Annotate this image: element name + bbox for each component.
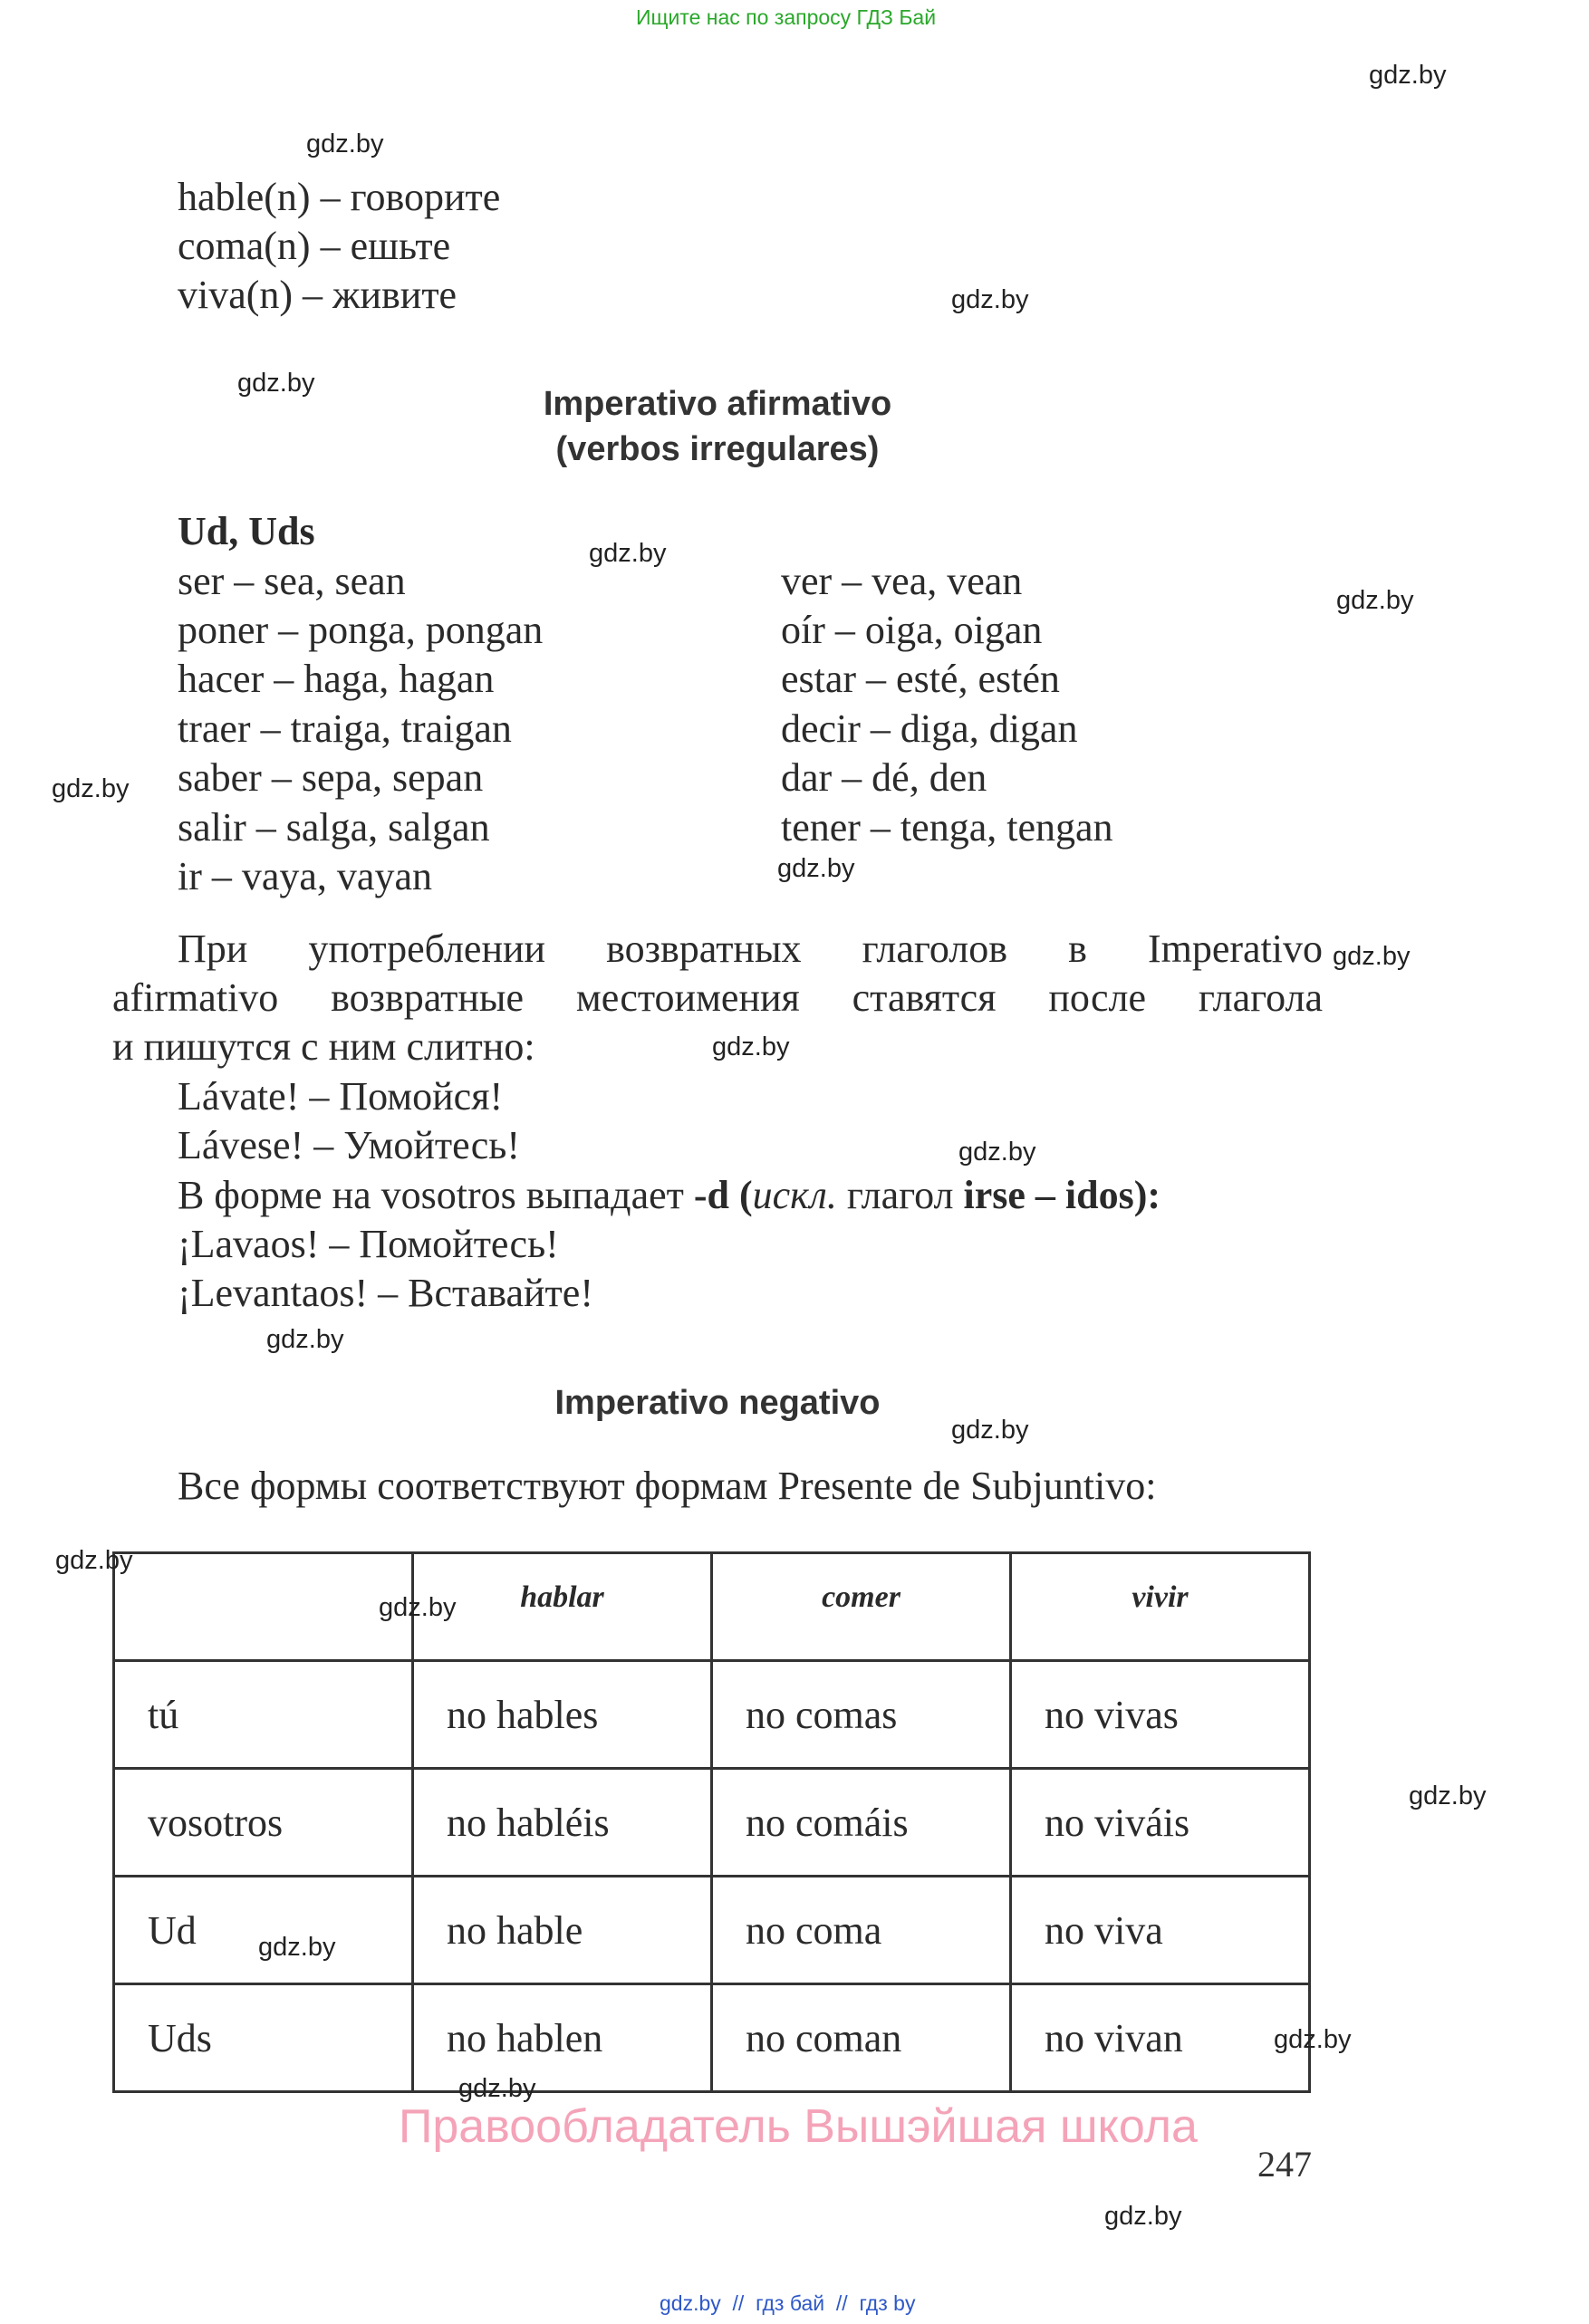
- page-number: 247: [1257, 2144, 1312, 2185]
- vosotros-rule-text: глагол: [836, 1173, 964, 1217]
- watermark: gdz.by: [379, 1593, 457, 1622]
- example-line: Lávate! – Помойся!: [178, 1074, 504, 1119]
- watermark: gdz.by: [958, 1138, 1036, 1167]
- table-cell: no coma: [712, 1877, 1011, 1984]
- vosotros-rule-paren: (: [728, 1173, 753, 1217]
- watermark: gdz.by: [237, 369, 315, 398]
- section-title-affirmative: Imperativo afirmativo: [543, 385, 892, 423]
- table-header-cell: hablar: [413, 1553, 712, 1661]
- rule-paragraph-line: afirmativo возвратные местоимения ставятся после глагола: [112, 975, 1323, 1020]
- verb-form: salir – salga, salgan: [178, 805, 490, 850]
- verb-form: ver – vea, vean: [781, 559, 1023, 603]
- verb-form: saber – sepa, sepan: [178, 755, 484, 800]
- vosotros-rule: [178, 1171, 1160, 1220]
- watermark: gdz.by: [1104, 2202, 1182, 2231]
- table-cell: tú: [114, 1661, 413, 1769]
- footer-links[interactable]: gdz.by // гдз бай // гдз by: [660, 2291, 916, 2315]
- verb-form: traer – traiga, traigan: [178, 706, 512, 751]
- watermark: gdz.by: [52, 774, 130, 803]
- table-cell: no viváis: [1011, 1769, 1310, 1877]
- table-cell: no hable: [413, 1877, 712, 1984]
- table-header-cell: [114, 1553, 413, 1661]
- watermark: gdz.by: [1274, 2025, 1352, 2054]
- verb-form: hacer – haga, hagan: [178, 657, 495, 701]
- translation-line: hable(n) – говорите: [178, 175, 501, 219]
- watermark: gdz.by: [1409, 1781, 1487, 1810]
- negative-intro: Все формы соответствуют формам Presente de Subjuntivo:: [178, 1464, 1157, 1508]
- copyright-notice: Правообладатель Вышэйшая школа: [399, 2100, 1198, 2153]
- table-row: [114, 1769, 1310, 1877]
- verb-form: decir – diga, digan: [781, 706, 1078, 751]
- table-cell: no vivan: [1011, 1984, 1310, 2092]
- watermark: gdz.by: [258, 1933, 336, 1962]
- watermark: gdz.by: [951, 285, 1029, 314]
- table-cell: no hablen: [413, 1984, 712, 2092]
- watermark: gdz.by: [55, 1546, 133, 1575]
- verb-form: poner – ponga, pongan: [178, 608, 544, 652]
- example-line: ¡Levantaos! – Вставайте!: [178, 1271, 593, 1315]
- table-cell: no habléis: [413, 1769, 712, 1877]
- table-cell: no hables: [413, 1661, 712, 1769]
- section-title-negative: Imperativo negativo: [554, 1384, 881, 1422]
- top-search-note[interactable]: Ищите нас по запросу ГДЗ Бай: [636, 5, 937, 29]
- verb-form: ir – vaya, vayan: [178, 854, 432, 898]
- section-subtitle-irregular: (verbos irregulares): [555, 430, 880, 468]
- translation-line: viva(n) – живите: [178, 273, 457, 317]
- example-line: ¡Lavaos! – Помойтесь!: [178, 1222, 559, 1266]
- table-header-cell: comer: [712, 1553, 1011, 1661]
- table-cell: vosotros: [114, 1769, 413, 1877]
- watermark: gdz.by: [1333, 942, 1411, 971]
- pronoun-heading: Ud, Uds: [178, 509, 315, 553]
- table-header-row: [114, 1553, 1310, 1661]
- vosotros-rule-text: В форме на vosotros выпадает: [178, 1173, 694, 1217]
- rule-paragraph-line: и пишутся с ним слитно:: [112, 1024, 535, 1069]
- vosotros-rule-verb: irse: [963, 1173, 1026, 1217]
- table-cell: no comas: [712, 1661, 1011, 1769]
- watermark: gdz.by: [266, 1325, 344, 1354]
- table-cell: no vivas: [1011, 1661, 1310, 1769]
- table-row: [114, 1661, 1310, 1769]
- watermark: gdz.by: [1336, 586, 1414, 615]
- table-cell: Uds: [114, 1984, 413, 2092]
- example-line: Lávese! – Умойтесь!: [178, 1123, 521, 1167]
- verb-form: estar – esté, estén: [781, 657, 1060, 701]
- watermark: gdz.by: [951, 1416, 1029, 1445]
- verb-form: oír – oiga, oigan: [781, 608, 1043, 652]
- translation-line: coma(n) – ешьте: [178, 224, 451, 268]
- vosotros-rule-abbr: искл.: [752, 1173, 837, 1217]
- watermark: gdz.by: [458, 2074, 536, 2103]
- watermark: gdz.by: [306, 130, 384, 158]
- table-row: [114, 1984, 1310, 2092]
- watermark: gdz.by: [712, 1032, 790, 1061]
- watermark: gdz.by: [589, 539, 667, 568]
- watermark: gdz.by: [1369, 61, 1447, 90]
- vosotros-rule-dash: –: [1025, 1173, 1065, 1217]
- table-header-cell: vivir: [1011, 1553, 1310, 1661]
- table-cell: no comáis: [712, 1769, 1011, 1877]
- verb-form: ser – sea, sean: [178, 559, 406, 603]
- table-cell: no viva: [1011, 1877, 1310, 1984]
- watermark: gdz.by: [777, 854, 855, 883]
- table-cell: Ud: [114, 1877, 413, 1984]
- verb-form: dar – dé, den: [781, 755, 987, 800]
- negative-imperative-table: [112, 1551, 1311, 2093]
- verb-form: tener – tenga, tengan: [781, 805, 1113, 850]
- vosotros-rule-form: idos):: [1064, 1173, 1160, 1217]
- table-row: [114, 1877, 1310, 1984]
- table-cell: no coman: [712, 1984, 1011, 2092]
- rule-paragraph-line: При употреблении возвратных глаголов в Imperativo: [178, 927, 1323, 971]
- vosotros-rule-ending: -d: [693, 1173, 729, 1217]
